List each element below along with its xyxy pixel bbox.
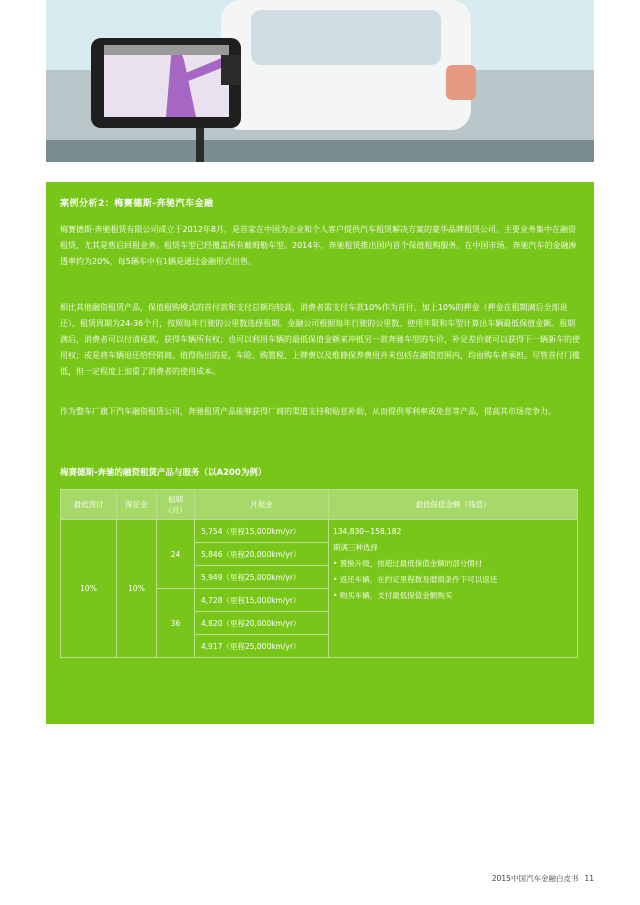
header-residual: 最低保值金额（残值） [329, 490, 578, 520]
product-table [60, 489, 578, 653]
page-number: 11 [584, 874, 594, 883]
rent-cell: 4,820（里程20,000km/yr） [195, 612, 329, 635]
case-study-title: 案例分析2：梅赛德斯-奔驰汽车金融 [60, 199, 214, 209]
residual-options-title: 期满三种选择 [333, 543, 378, 552]
header-deposit: 保证金 [117, 490, 157, 520]
header-monthly-rent: 月租金 [195, 490, 329, 520]
residual-option-upgrade: • 置换升级，按超过最低保值金额的部分惯付 [333, 559, 483, 568]
residual-cell [329, 520, 578, 658]
residual-option-buy: • 购买车辆，支付最低保值金额购买 [333, 591, 453, 600]
rent-cell: 4,917（里程25,000km/yr） [195, 635, 329, 658]
table-title: 梅赛德斯-奔驰的融资租赁产品与服务（以A200为例） [60, 468, 267, 478]
header-photo [46, 0, 594, 162]
down-payment-value: 10% [61, 520, 117, 658]
paragraph-comparison: 相比其他融资租赁产品，保值租购模式的首付款和支付总额均较高，消费者需支付车款10%作为首付，加上10%的押金（押金在租期满后全部退还），租赁周期为24-36个月，按照每年行驶的公里数选择租期。金融公司根据每年行驶的公里数、使用年限和车型计算出车辆最低保值金额。租期满后，消费者可以付清尾款，获得车辆所有权；也可以利用车辆的最低保值金额来冲抵另一款奔驰车型的车价，补足差价就可以获得下一辆新车的使用权；或是将车辆退还给经销商。值得指出的是，车险、购置税、上牌费以及维修保养费用并未包括在融资范围内，均由购车者承担。尽管首付门槛低，但一定程度上加重了消费者的使用成本。 [60, 303, 580, 376]
header-term: 租期（月） [157, 490, 195, 520]
rent-cell: 4,728（里程15,000km/yr） [195, 589, 329, 612]
rent-cell: 5,949（里程25,000km/yr） [195, 566, 329, 589]
footer-title: 2015中国汽车金融白皮书 [491, 874, 579, 883]
residual-range: 134,830~158,182 [333, 527, 402, 536]
deposit-value: 10% [117, 520, 157, 658]
table-row [61, 520, 578, 543]
table-header-row [61, 490, 578, 520]
rent-cell: 5,846（里程20,000km/yr） [195, 543, 329, 566]
residual-option-return: • 返还车辆，在约定里程数及磨损条件下可以返还 [333, 575, 498, 584]
header-down-payment: 最低预付 [61, 490, 117, 520]
term-36: 36 [157, 589, 195, 658]
page-footer [492, 873, 594, 884]
paragraph-conclusion: 作为整车厂旗下汽车融资租赁公司，奔驰租赁产品能够获得厂商的渠道支持和贴息补助，从而提供零利率或免息等产品，提高其市场竞争力。 [60, 407, 556, 416]
term-24: 24 [157, 520, 195, 589]
paragraph-intro: 梅赛德斯·奔驰租赁有限公司成立于2012年8月，是首家在中国为企业和个人客户提供汽车租赁解决方案的豪华品牌租赁公司。主要业务集中在融资租赁，尤其是售后回租业务。租赁车型已经覆盖所有戴姆勒车型。2014年，奔驰租赁推出国内首个保值租购服务。在中国市场，奔驰汽车的金融渗透率约为20%，每5辆车中有1辆是通过金融形式出售。 [60, 225, 577, 266]
gps-device-photo [46, 0, 594, 162]
case-study-panel [46, 182, 594, 724]
rent-cell: 5,754（里程15,000km/yr） [195, 520, 329, 543]
